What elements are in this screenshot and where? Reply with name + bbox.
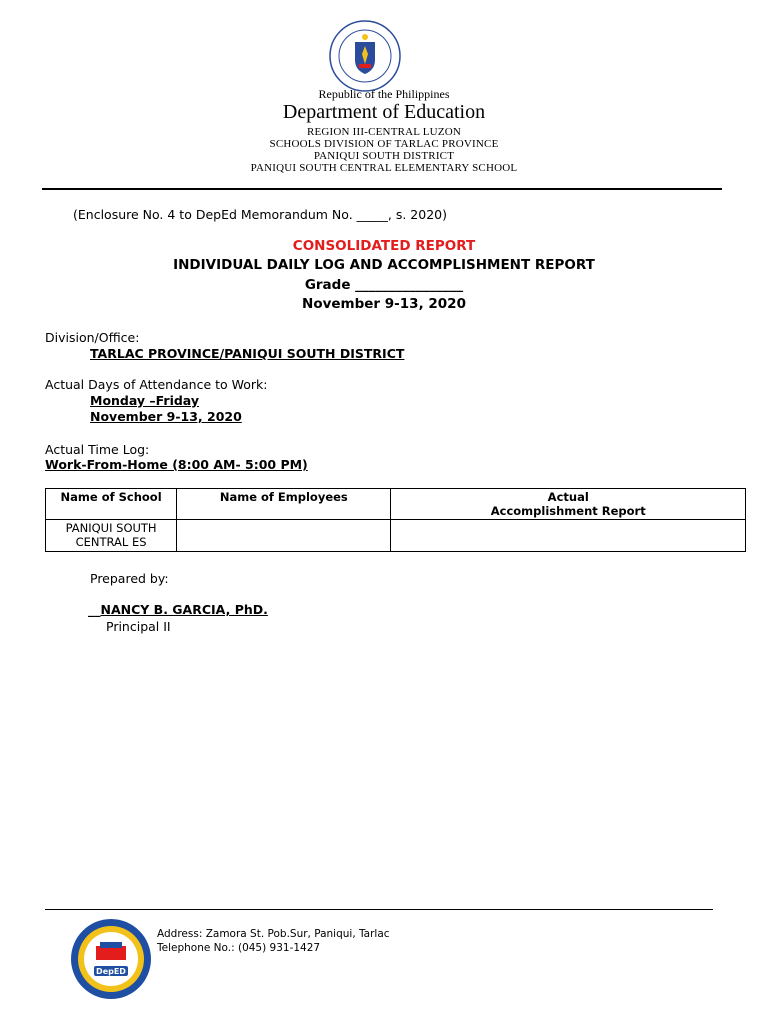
logo-deped-text: DepED (96, 967, 126, 976)
header-accomplishment-report: Accomplishment Report (490, 504, 646, 518)
header-name-of-school: Name of School (46, 489, 177, 520)
table-header-row (46, 489, 746, 520)
cell-accomplishment (391, 520, 746, 552)
consolidated-report-heading: CONSOLIDATED REPORT (292, 238, 476, 254)
footer-divider (45, 909, 713, 910)
header-actual-accomplishment (391, 489, 746, 520)
prepared-by-label: Prepared by: (90, 571, 169, 586)
school-name-line1: PANIQUI SOUTH (65, 521, 157, 535)
footer-address: Address: Zamora St. Pob.Sur, Paniqui, Tarlac (157, 928, 390, 940)
grade-line: Grade ________________ (304, 277, 464, 293)
time-log-label: Actual Time Log: (45, 442, 150, 457)
time-log-value: Work-From-Home (8:00 AM- 5:00 PM) (45, 457, 308, 472)
signatory-name-text: NANCY B. GARCIA, PhD. (100, 602, 268, 617)
school-line: PANIQUI SOUTH CENTRAL ELEMENTARY SCHOOL (250, 162, 518, 174)
region-line: REGION III-CENTRAL LUZON (306, 126, 462, 138)
division-office-label: Division/Office: (45, 330, 140, 345)
school-name-line2: CENTRAL ES (75, 535, 147, 549)
enclosure-note: (Enclosure No. 4 to DepEd Memorandum No. _____, s. 2020) (73, 207, 447, 222)
attendance-label: Actual Days of Attendance to Work: (45, 377, 268, 392)
district-line: PANIQUI SOUTH DISTRICT (313, 150, 455, 162)
footer-telephone: Telephone No.: (045) 931-1427 (157, 942, 321, 954)
report-dates: November 9-13, 2020 (302, 296, 466, 312)
republic-heading: Republic of the Philippines (318, 87, 450, 101)
attendance-days: Monday –Friday (90, 393, 200, 408)
header-divider (42, 188, 722, 190)
header-actual: Actual (547, 490, 589, 504)
school-logo (70, 918, 152, 1000)
cell-employees (177, 520, 391, 552)
division-line: SCHOOLS DIVISION OF TARLAC PROVINCE (269, 138, 499, 150)
cell-school-name (46, 520, 177, 552)
deped-seal-logo (329, 20, 401, 92)
signatory-name: __NANCY B. GARCIA, PhD. (88, 602, 268, 617)
signatory-position: Principal II (106, 619, 171, 634)
accomplishment-table (45, 488, 746, 552)
division-office-value: TARLAC PROVINCE/PANIQUI SOUTH DISTRICT (90, 346, 405, 361)
table-row (46, 520, 746, 552)
header-name-of-employees: Name of Employees (177, 489, 391, 520)
attendance-dates: November 9-13, 2020 (90, 409, 242, 424)
department-title: Department of Education (282, 101, 486, 123)
report-title: INDIVIDUAL DAILY LOG AND ACCOMPLISHMENT REPORT (173, 257, 595, 273)
